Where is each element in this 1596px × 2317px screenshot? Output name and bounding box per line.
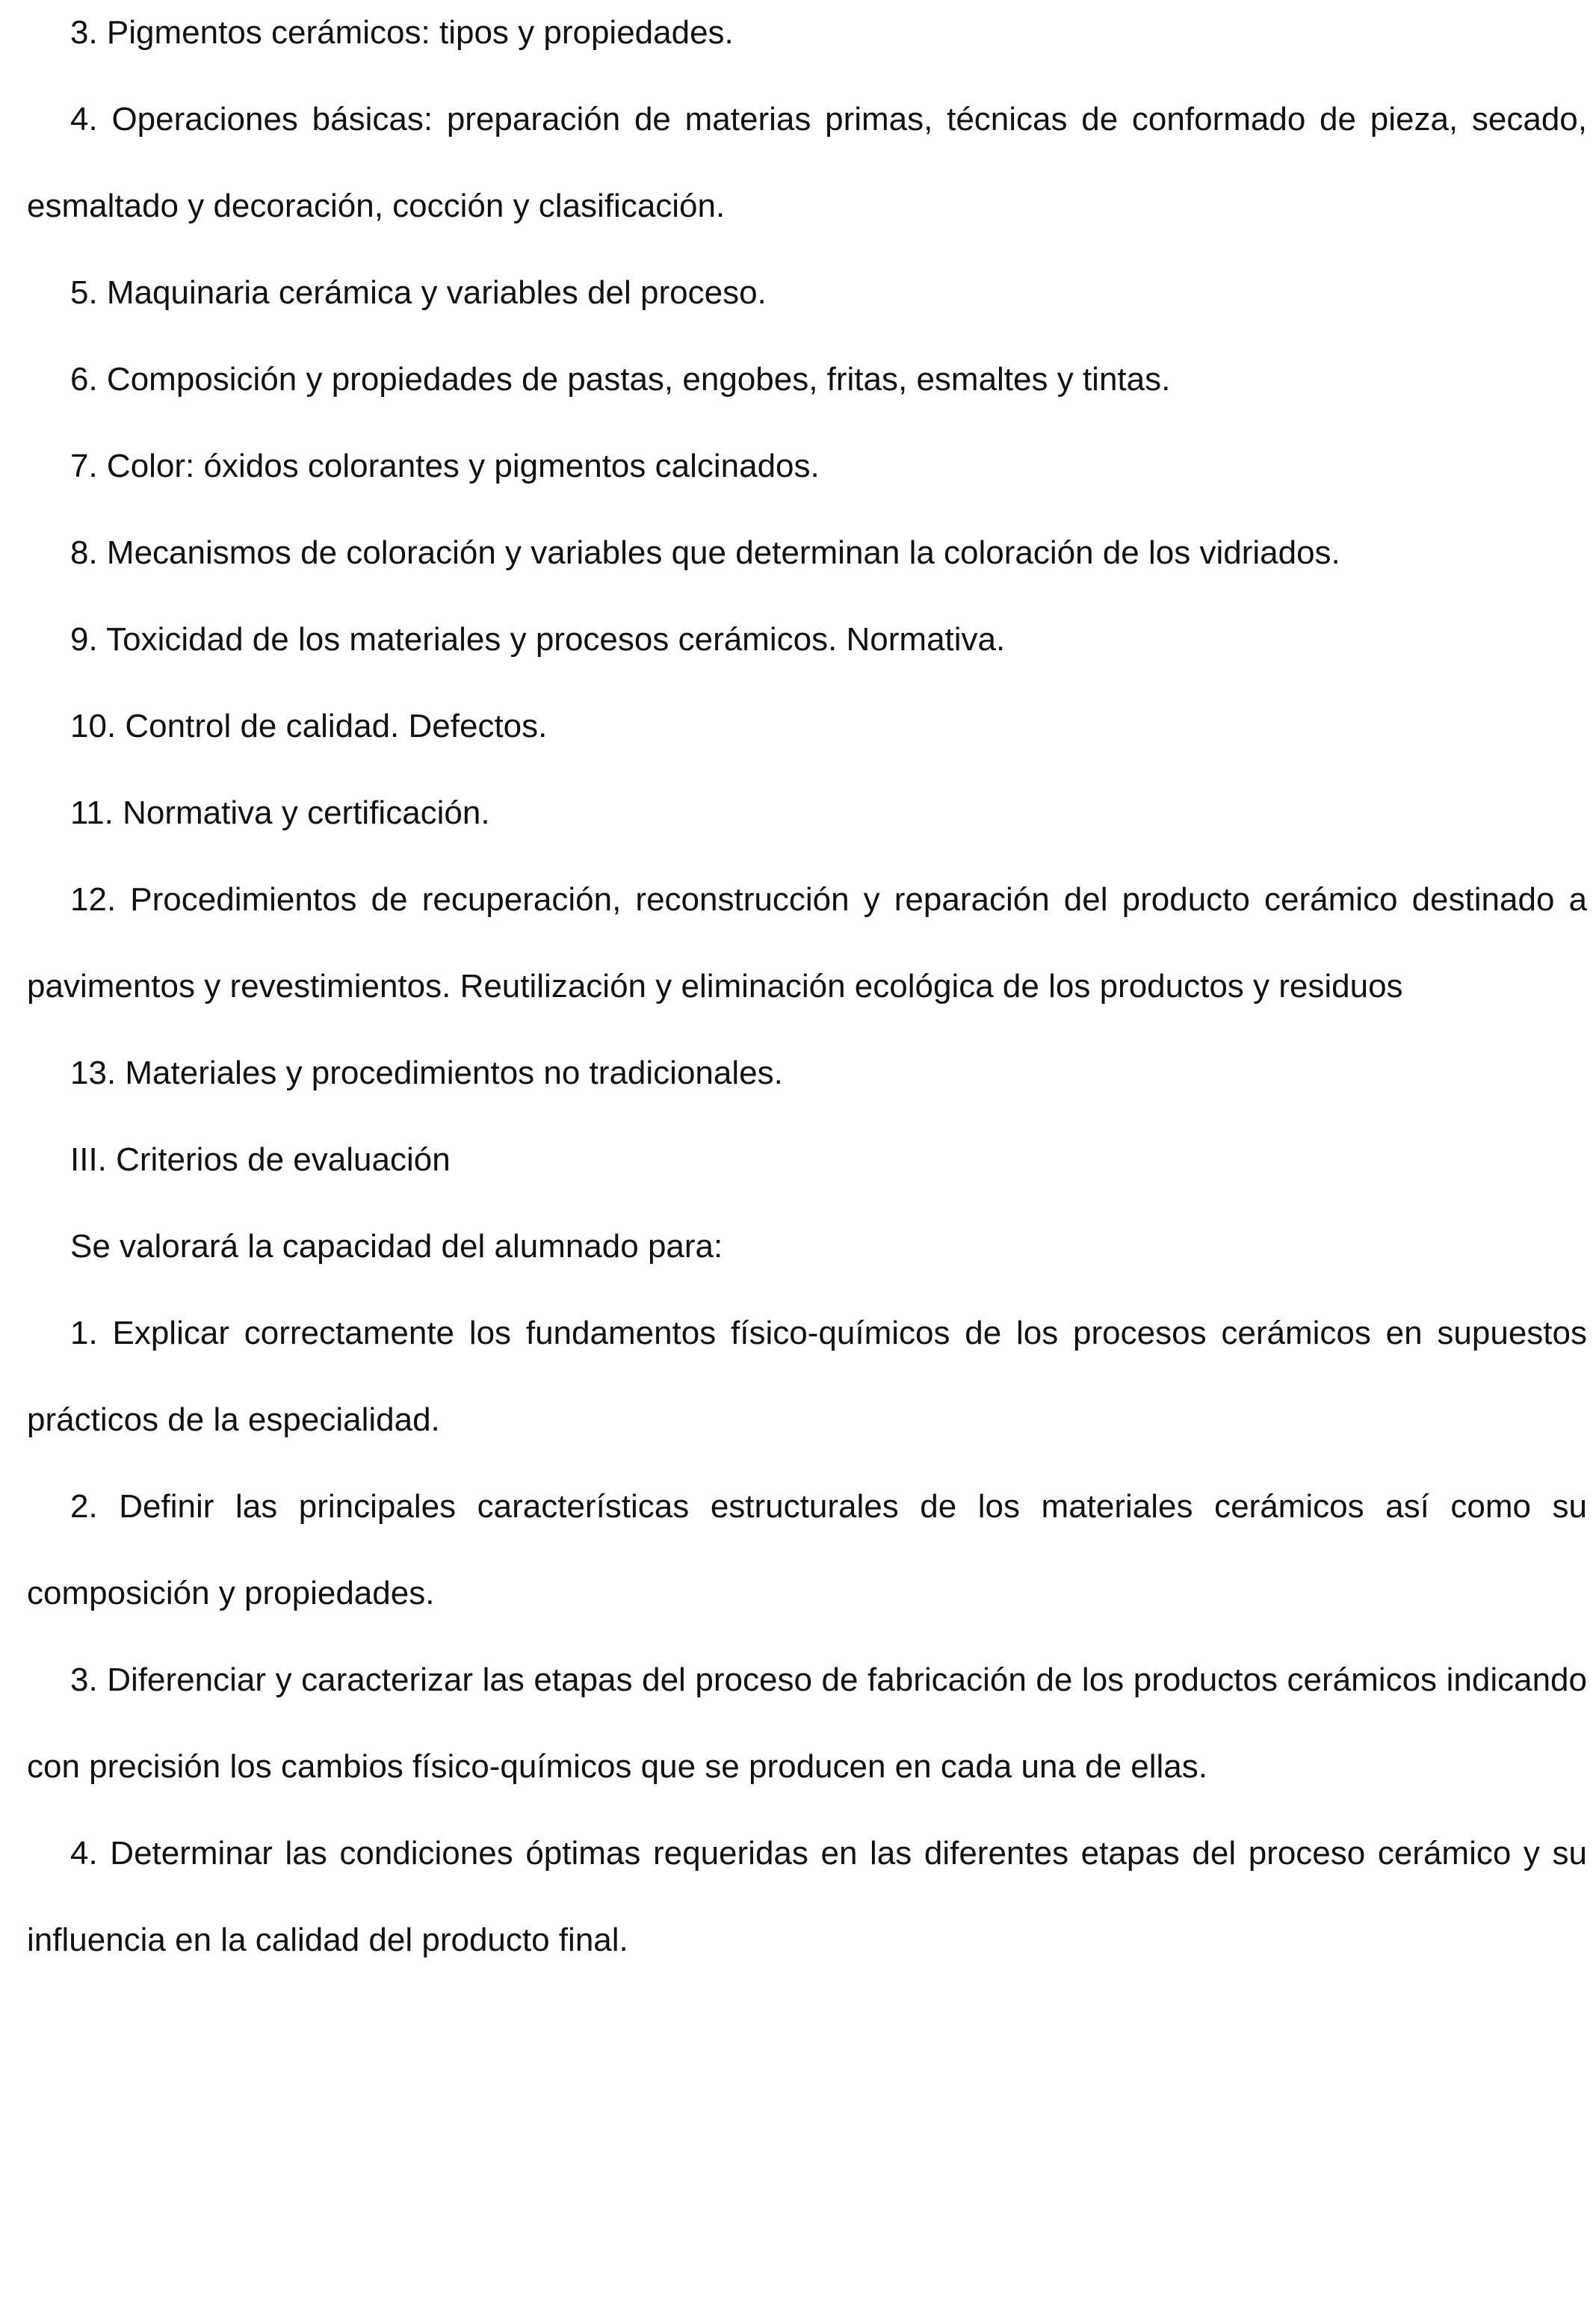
content-item-11: 11. Normativa y certificación. [70,795,490,831]
criterion-3: 3. Diferenciar y caracterizar las etapas del proceso de fabricación de los productos cerámicos indicando con precisión los cambios físico-químicos que se producen en cada una de ellas. [27,1662,1587,1785]
content-item-12: 12. Procedimientos de recuperación, reconstrucción y reparación del producto cerámico destinado a pavimentos y revestimientos. Reutilización y eliminación ecológica de los productos y residuos [27,881,1587,1005]
content-item-10: 10. Control de calidad. Defectos. [70,708,548,744]
content-item-7: 7. Color: óxidos colorantes y pigmentos calcinados. [70,448,820,484]
content-item-3: 3. Pigmentos cerámicos: tipos y propiedades. [70,14,734,51]
document-page [27,0,1587,1984]
criterion-4: 4. Determinar las condiciones óptimas requeridas en las diferentes etapas del proceso cerámico y su influencia en la calidad del producto final. [27,1835,1587,1958]
content-item-8: 8. Mecanismos de coloración y variables que determinan la coloración de los vidriados. [70,534,1340,571]
content-item-13: 13. Materiales y procedimientos no tradicionales. [70,1055,783,1091]
content-item-5: 5. Maquinaria cerámica y variables del proceso. [70,274,767,311]
section-heading: III. Criterios de evaluación [70,1141,451,1178]
content-item-9: 9. Toxicidad de los materiales y procesos cerámicos. Normativa. [70,621,1006,658]
content-item-4: 4. Operaciones básicas: preparación de materias primas, técnicas de conformado de pieza, secado, esmaltado y decoración, cocción y clasificación. [27,101,1587,224]
criteria-intro: Se valorará la capacidad del alumnado para: [70,1228,723,1265]
criterion-2: 2. Definir las principales características estructurales de los materiales cerámicos así como su composición y propiedades. [27,1488,1587,1611]
content-item-6: 6. Composición y propiedades de pastas, engobes, fritas, esmaltes y tintas. [70,361,1171,398]
criterion-1: 1. Explicar correctamente los fundamentos físico-químicos de los procesos cerámicos en supuestos prácticos de la especialidad. [27,1315,1587,1438]
